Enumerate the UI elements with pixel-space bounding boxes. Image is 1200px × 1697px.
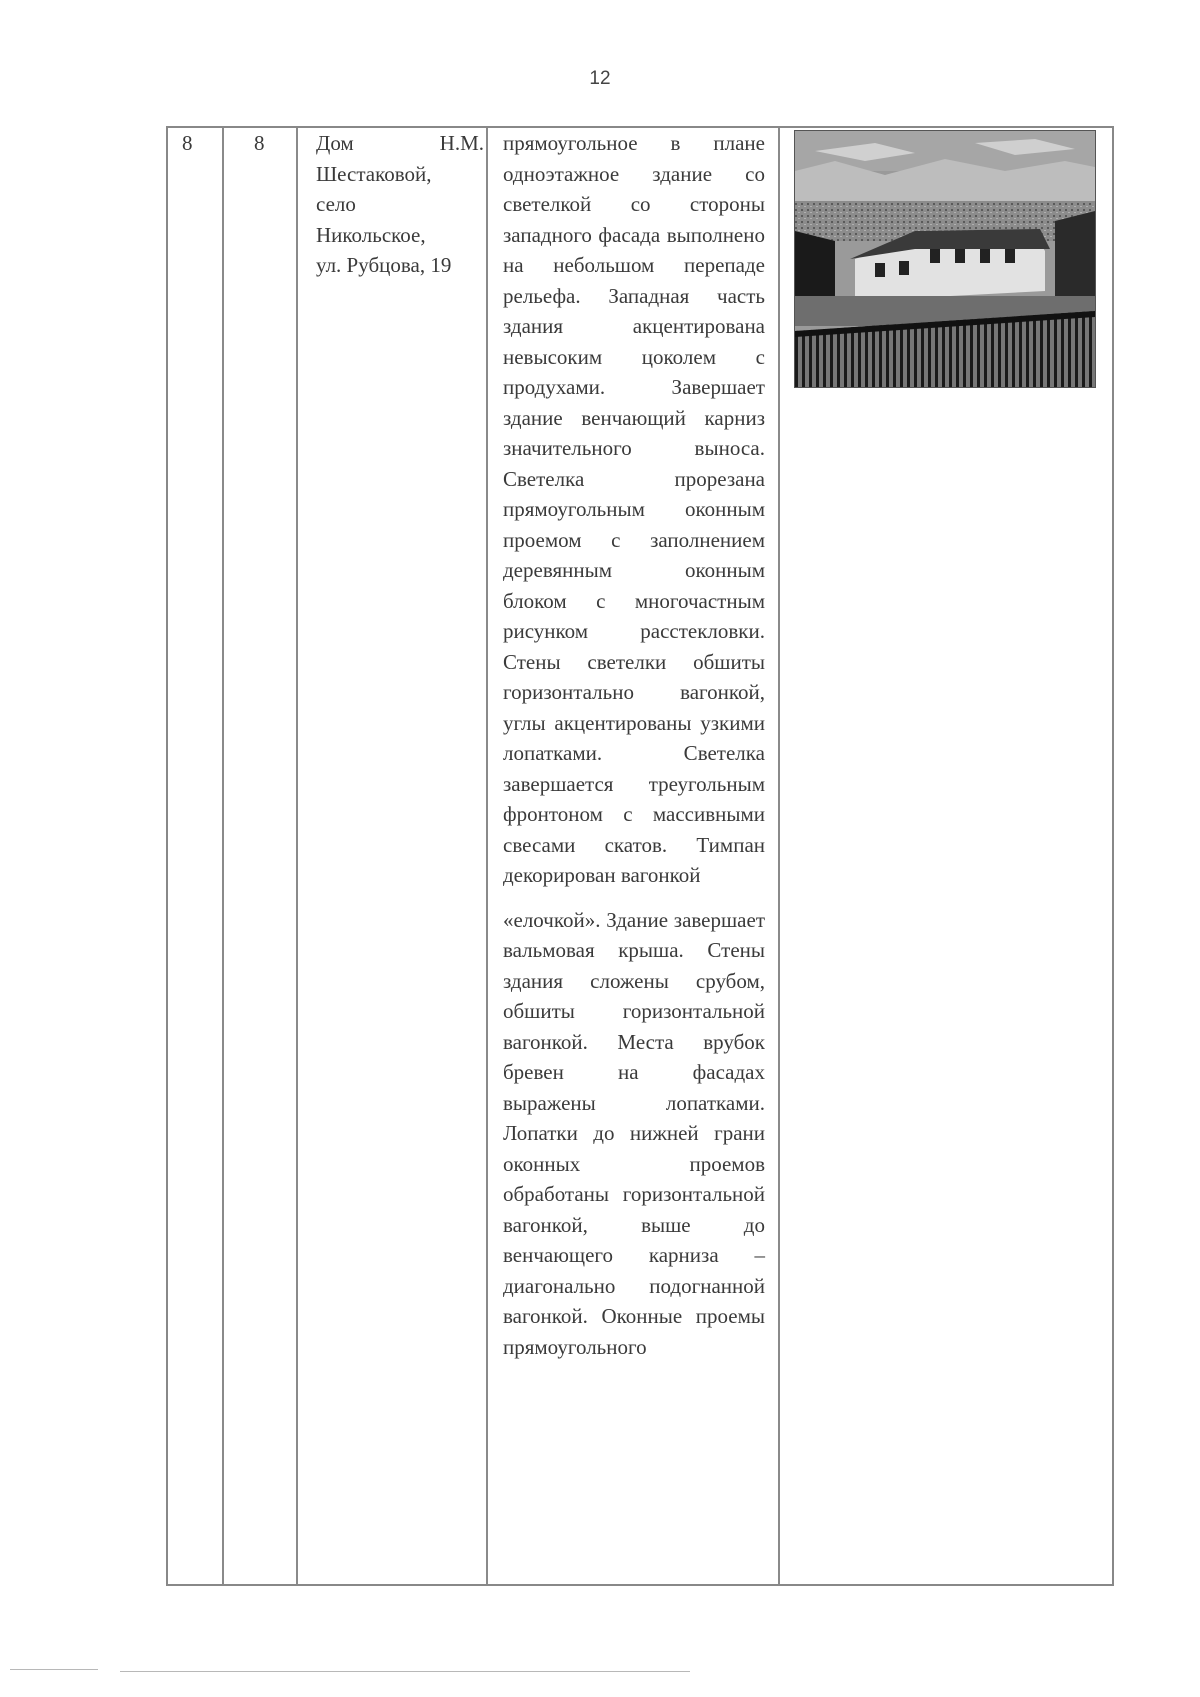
column-divider: [222, 128, 224, 1584]
column-divider: [778, 128, 780, 1584]
object-name-line: село: [316, 192, 356, 216]
object-name-line: Никольское,: [316, 222, 426, 247]
object-name-initials: Н.М.: [439, 131, 484, 155]
page-number: 12: [589, 68, 611, 89]
column-divider: [296, 128, 298, 1584]
description-paragraph-continued: «елочкой». Здание завершает вальмовая крыша. Стены здания сложены срубом, обшиты горизонтальной вагонкой. Места врубок бревен на фасадах выражены лопатками. Лопатки до нижней грани оконных проемов обработаны горизонтальной вагонкой, выше до венчающего карниза – диагонально подогнанной вагонкой. Оконные проемы прямоугольного: [503, 907, 765, 1359]
description-paragraph: прямоугольное в плане одноэтажное здание со светелкой со стороны западного фасада выполнено на небольшом перепаде рельефа. Западная часть здания акцентирована невысоким цоколем с продухами. Завершает здание венчающий карниз значительного выноса. Светелка прорезана прямоугольным оконным проемом с заполнением деревянным оконным блоком с многочастным рисунком расстекловки. Стены светелки обшиты горизонтально вагонкой, углы акцентированы узкими лопатками. Светелка завершается треугольным фронтоном с массивными свесами скатов. Тимпан декорирован вагонкой: [503, 131, 765, 887]
object-name-line: Шестаковой,: [316, 161, 432, 186]
object-name-line: [316, 128, 484, 159]
object-name-word: Дом: [316, 131, 354, 155]
column-divider: [486, 128, 488, 1584]
monument-table: [166, 126, 1114, 1586]
footer-rule: [120, 1671, 690, 1672]
building-photo: [794, 130, 1096, 388]
description-cell: [503, 128, 765, 1362]
object-name-line: ул. Рубцова, 19: [316, 253, 452, 277]
footer-rule: [10, 1669, 98, 1670]
object-number-cell: 8: [254, 131, 265, 155]
object-name-cell: [316, 128, 484, 281]
row-index-cell: 8: [182, 131, 193, 155]
